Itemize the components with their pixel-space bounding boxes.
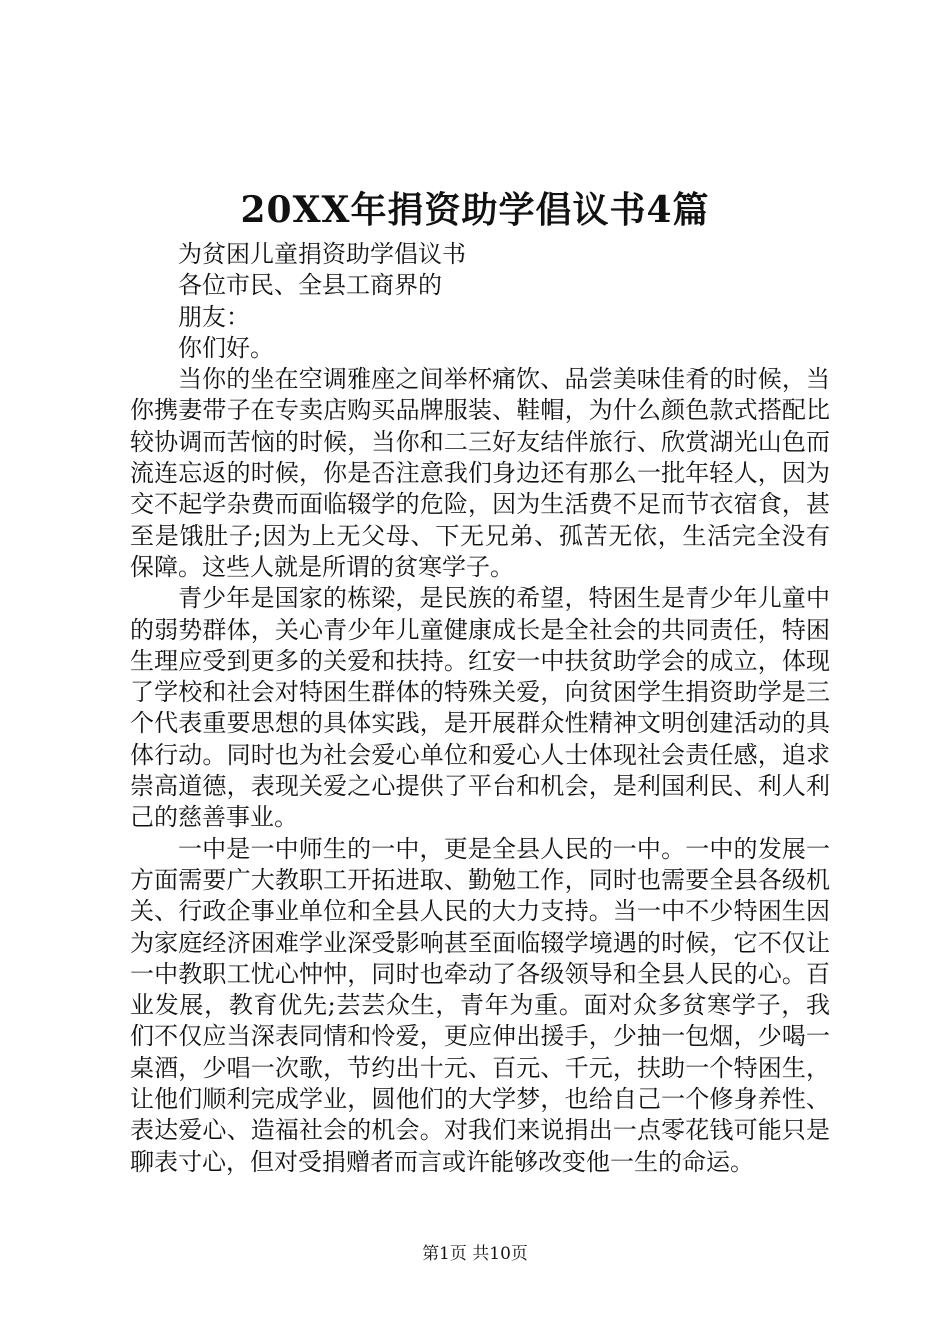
document-body (130, 239, 830, 1178)
body-paragraph: 青少年是国家的栋梁，是民族的希望，特困生是青少年儿童中的弱势群体，关心青少年儿童健康成长是全社会的共同责任，特困生理应受到更多的关爱和扶持。红安一中扶贫助学会的成立，体现了学校和社会对特困生群体的特殊关爱，向贫困学生捐资助学是三个代表重要思想的具体实践，是开展群众性精神文明创建活动的具体行动。同时也为社会爱心单位和爱心人士体现社会责任感，追求崇高道德，表现关爱之心提供了平台和机会，是利国利民、利人利己的慈善事业。 (130, 584, 830, 832)
document-title: 20XX年捐资助学倡议书4篇 (240, 189, 710, 231)
page-footer: 第1页 共10页 (422, 1244, 528, 1264)
greeting-line: 你们好。 (178, 333, 274, 362)
body-paragraph: 一中是一中师生的一中，更是全县人民的一中。一中的发展一方面需要广大教职工开拓进取、勤勉工作，同时也需要全县各级机关、行政企事业单位和全县人民的大力支持。当一中不少特困生因为家庭经济困难学业深受影响甚至面临辍学境遇的时候，它不仅让一中教职工忧心忡忡，同时也牵动了各级领导和全县人民的心。百业发展，教育优先;芸芸众生，青年为重。面对众多贫寒学子，我们不仅应当深表同情和怜爱，更应伸出援手，少抽一包烟，少喝一桌酒，少唱一次歌，节约出十元、百元、千元，扶助一个特困生，让他们顺利完成学业，圆他们的大学梦，也给自己一个修身养性、表达爱心、造福社会的机会。对我们来说捐出一点零花钱可能只是聊表寸心，但对受捐赠者而言或许能够改变他一生的命运。 (130, 834, 830, 1176)
salutation-line: 朋友： (178, 302, 250, 331)
salutation-line: 各位市民、全县工商界的 (178, 271, 442, 300)
document-subtitle: 为贫困儿童捐资助学倡议书 (178, 240, 466, 268)
body-paragraph: 当你的坐在空调雅座之间举杯痛饮、品尝美味佳肴的时候，当你携妻带子在专卖店购买品牌服装、鞋帽，为什么颜色款式搭配比较协调而苦恼的时候，当你和二三好友结伴旅行、欣赏湖光山色而流连忘返的时候，你是否注意我们身边还有那么一批年轻人，因为交不起学杂费而面临辍学的危险，因为生活费不足而节衣宿食，甚至是饿肚子;因为上无父母、下无兄弟、孤苦无依，生活完全没有保障。这些人就是所谓的贫寒学子。 (130, 365, 830, 581)
